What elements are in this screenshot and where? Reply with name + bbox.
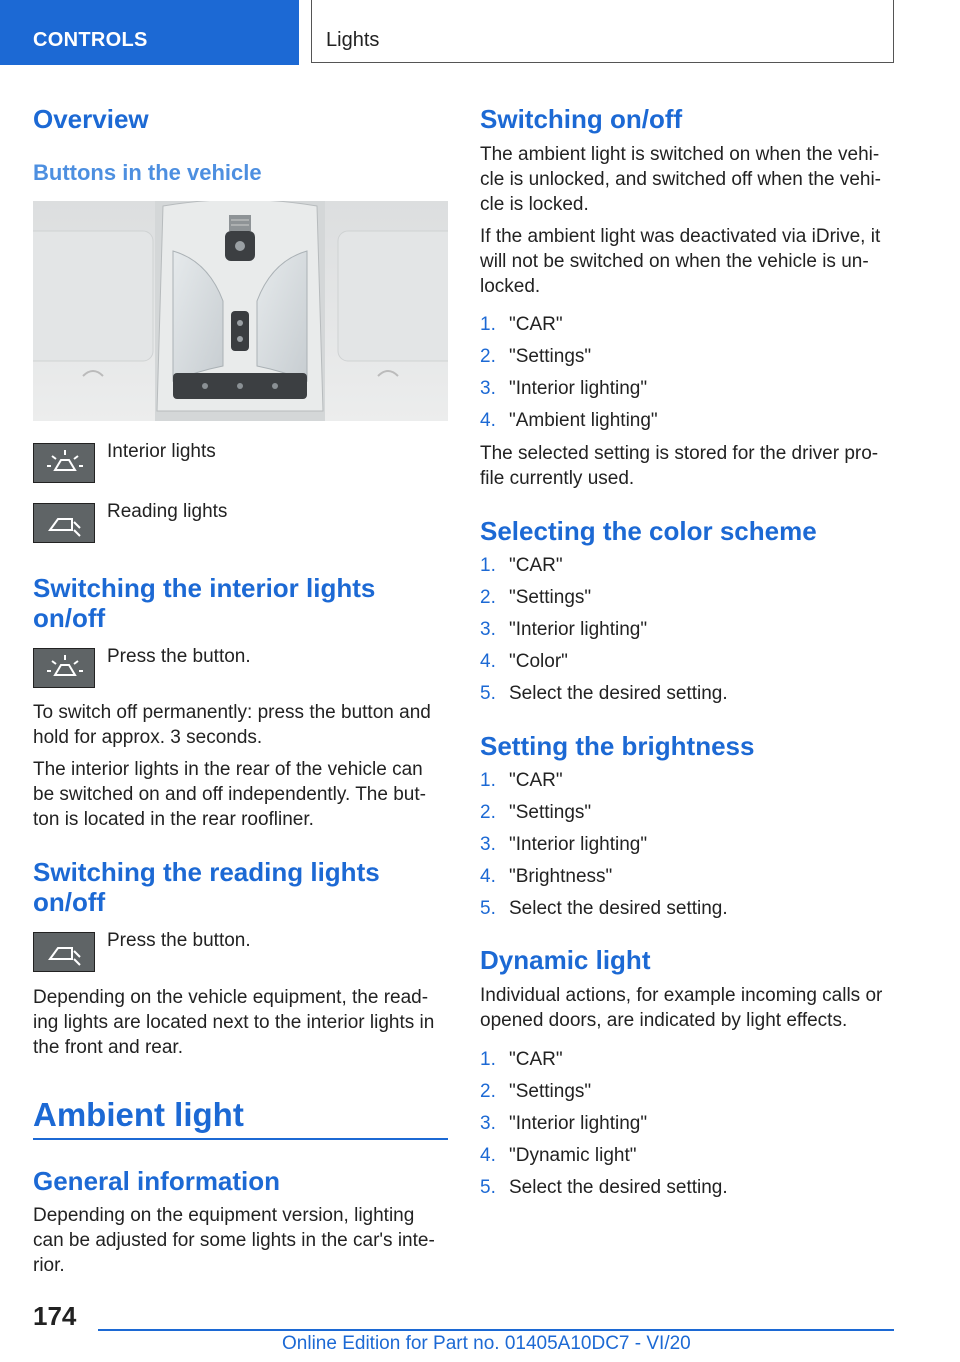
section-tab (0, 0, 299, 65)
heading-rule (33, 1138, 448, 1140)
brightness-heading: Setting the brightness (480, 731, 755, 761)
general-info-heading: General information (33, 1166, 281, 1196)
list-item: 3. "Interior lighting" (480, 1113, 648, 1134)
switch-interior-title-2: on/off (33, 603, 106, 633)
list-item: 5. Select the desired setting. (480, 683, 728, 704)
paragraph: To switch off permanently: press the button and hold for approx. 3 seconds. (33, 702, 431, 748)
edition-note: Online Edition for Part no. 01405A10DC7 - VI/20 (282, 1333, 691, 1354)
steps-list (480, 769, 895, 929)
list-item: 4. "Ambient lighting" (480, 410, 658, 431)
list-item: 1. "CAR" (480, 314, 563, 335)
switch-interior-heading (33, 573, 375, 633)
list-item: 3. "Interior lighting" (480, 619, 648, 640)
list-item: 2. "Settings" (480, 802, 592, 823)
list-item: 4. "Dynamic light" (480, 1145, 637, 1166)
paragraph: The interior lights in the rear of the vehicle can be switched on and off independently. The but‐ ton is located in the rear roofliner. (33, 759, 426, 830)
list-item: 5. Select the desired setting. (480, 898, 728, 919)
press-button-text: Press the button. (107, 930, 251, 951)
list-item: 2. "Settings" (480, 587, 592, 608)
press-button-text: Press the button. (107, 646, 251, 667)
buttons-heading: Buttons in the vehicle (33, 160, 262, 185)
paragraph: The selected setting is stored for the driver pro‐ file currently used. (480, 443, 879, 489)
list-item: 1. "CAR" (480, 1049, 563, 1070)
switch-reading-heading: Switching the reading lights on/off (33, 857, 380, 917)
overview-heading: Overview (33, 104, 149, 134)
list-item: 4. "Color" (480, 651, 568, 672)
steps-list (480, 1048, 895, 1208)
paragraph: Individual actions, for example incoming calls or opened doors, are indicated by light effects. (480, 985, 883, 1031)
interior-lights-icon (33, 443, 95, 483)
reading-lights-icon (33, 503, 95, 543)
interior-lights-icon (33, 648, 95, 688)
switching-heading: Switching on/off (480, 104, 683, 134)
paragraph: Depending on the vehicle equipment, the read‐ ing lights are located next to the interior lights in the front and rear. (33, 987, 435, 1058)
paragraph: The ambient light is switched on when the vehi‐ cle is unlocked, and switched off when the vehi‐ cle is locked. (480, 144, 881, 215)
list-item: 1. "CAR" (480, 770, 563, 791)
footer-rule (98, 1329, 894, 1331)
list-item: 3. "Interior lighting" (480, 834, 648, 855)
list-item: 2. "Settings" (480, 346, 592, 367)
paragraph: Depending on the equipment version, lighting can be adjusted for some lights in the car's inte‐ rior. (33, 1205, 435, 1276)
chapter-box (311, 0, 894, 63)
interior-lights-label: Interior lights (107, 441, 216, 462)
list-item: 1. "CAR" (480, 555, 563, 576)
reading-lights-label: Reading lights (107, 501, 228, 522)
section-label: CONTROLS (33, 29, 148, 51)
chapter-label: Lights (326, 29, 380, 51)
steps-list (480, 313, 895, 441)
dynamic-light-heading: Dynamic light (480, 945, 651, 975)
paragraph: If the ambient light was deactivated via iDrive, it will not be switched on when the vehicle is un‐ locked. (480, 226, 881, 297)
list-item: 2. "Settings" (480, 1081, 592, 1102)
color-scheme-heading: Selecting the color scheme (480, 516, 817, 546)
list-item: 4. "Brightness" (480, 866, 613, 887)
reading-lights-icon (33, 932, 95, 972)
ambient-light-heading: Ambient light (33, 1096, 244, 1133)
switch-interior-title-1: Switching the interior lights (33, 573, 376, 603)
list-item: 3. "Interior lighting" (480, 378, 648, 399)
list-item: 5. Select the desired setting. (480, 1177, 728, 1198)
roofliner-console-image (33, 201, 448, 421)
page-number: 174 (33, 1301, 77, 1331)
steps-list (480, 554, 895, 714)
